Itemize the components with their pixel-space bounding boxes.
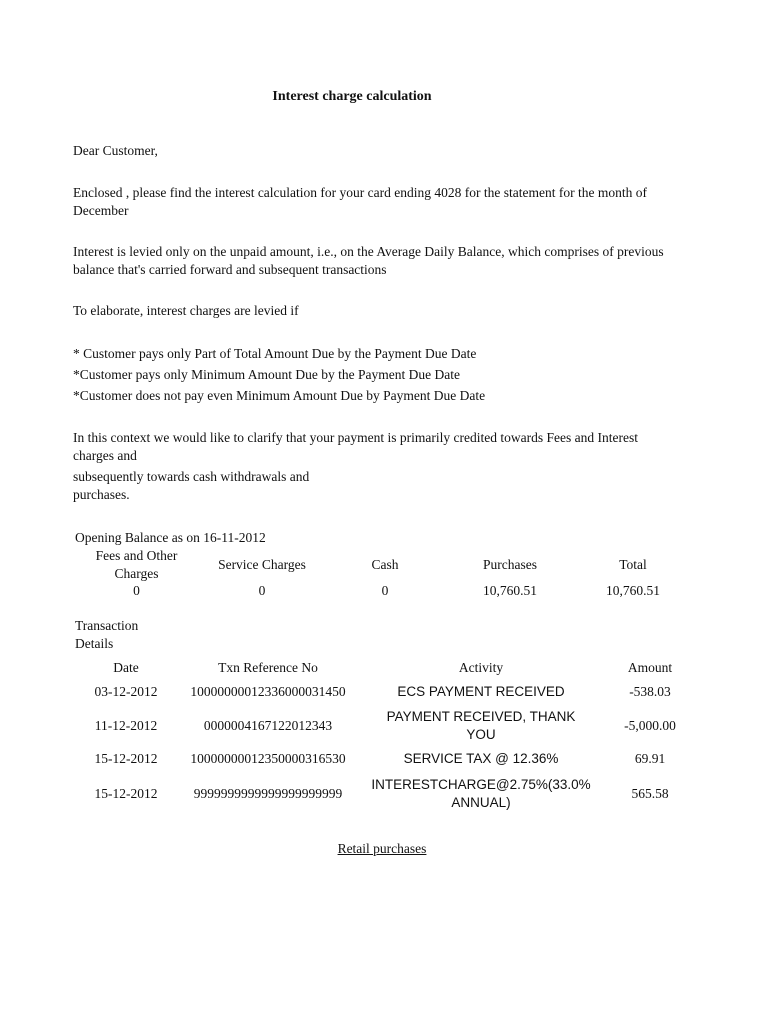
header-date: Date	[113, 660, 139, 675]
context-paragraph: In this context we would like to clarify that your payment is primarily credited towards Fees and Interest charges and	[73, 430, 638, 463]
row-amount: 565.58	[631, 786, 669, 801]
row-activity: SERVICE TAX @ 12.36%	[403, 751, 559, 766]
header-amount: Amount	[627, 660, 673, 675]
bullet-item: * Customer pays only Part of Total Amount Due by the Payment Due Date	[73, 346, 477, 361]
row-date: 15-12-2012	[94, 786, 158, 801]
value-purchases: 10,760.51	[483, 583, 537, 598]
header-purchases: Purchases	[483, 557, 537, 572]
row-txn-reference: 9999999999999999999999	[193, 786, 343, 801]
row-txn-reference: 0000004167122012343	[203, 718, 333, 733]
enclosed-paragraph: Enclosed , please find the interest calculation for your card ending 4028 for the statement for the month of December	[73, 185, 647, 218]
row-activity: PAYMENT RECEIVED, THANK YOU	[386, 709, 576, 742]
opening-balance-title: Opening Balance as on 16-11-2012	[75, 530, 266, 545]
row-date: 15-12-2012	[94, 751, 158, 766]
transaction-details-label: Transaction Details	[75, 618, 139, 651]
page-title: Interest charge calculation	[272, 89, 432, 104]
value-service-charges: 0	[258, 583, 266, 598]
row-activity: ECS PAYMENT RECEIVED	[397, 684, 565, 699]
bullet-item: *Customer pays only Minimum Amount Due by the Payment Due Date	[73, 367, 460, 382]
value-fees: 0	[133, 583, 140, 598]
row-amount: -538.03	[629, 684, 671, 699]
value-cash: 0	[381, 583, 389, 598]
header-total: Total	[619, 557, 647, 572]
header-fees: Fees and Other Charges	[95, 548, 178, 581]
row-date: 11-12-2012	[94, 718, 158, 733]
row-amount: -5,000.00	[624, 718, 676, 733]
levied-paragraph: Interest is levied only on the unpaid amount, i.e., on the Average Daily Balance, which comprises of previous balance that's carried forward and subsequent transactions	[73, 244, 664, 277]
retail-purchases-heading: Retail purchases	[337, 841, 427, 856]
row-txn-reference: 10000000012336000031450	[190, 684, 346, 699]
header-cash: Cash	[371, 557, 399, 572]
header-activity: Activity	[458, 660, 504, 675]
row-amount: 69.91	[634, 751, 666, 766]
value-total: 10,760.51	[606, 583, 660, 598]
elaborate-paragraph: To elaborate, interest charges are levied if	[73, 303, 299, 318]
context-paragraph-continued: subsequently towards cash withdrawals and purchases.	[73, 469, 310, 502]
bullet-list	[73, 345, 673, 408]
row-activity: INTERESTCHARGE@2.75%(33.0% ANNUAL)	[371, 777, 591, 810]
row-txn-reference: 10000000012350000316530	[190, 751, 346, 766]
greeting: Dear Customer,	[73, 143, 158, 158]
header-txn-reference: Txn Reference No	[218, 660, 318, 675]
row-date: 03-12-2012	[94, 684, 158, 699]
header-service-charges: Service Charges	[218, 557, 306, 572]
bullet-item: *Customer does not pay even Minimum Amount Due by Payment Due Date	[73, 388, 486, 403]
